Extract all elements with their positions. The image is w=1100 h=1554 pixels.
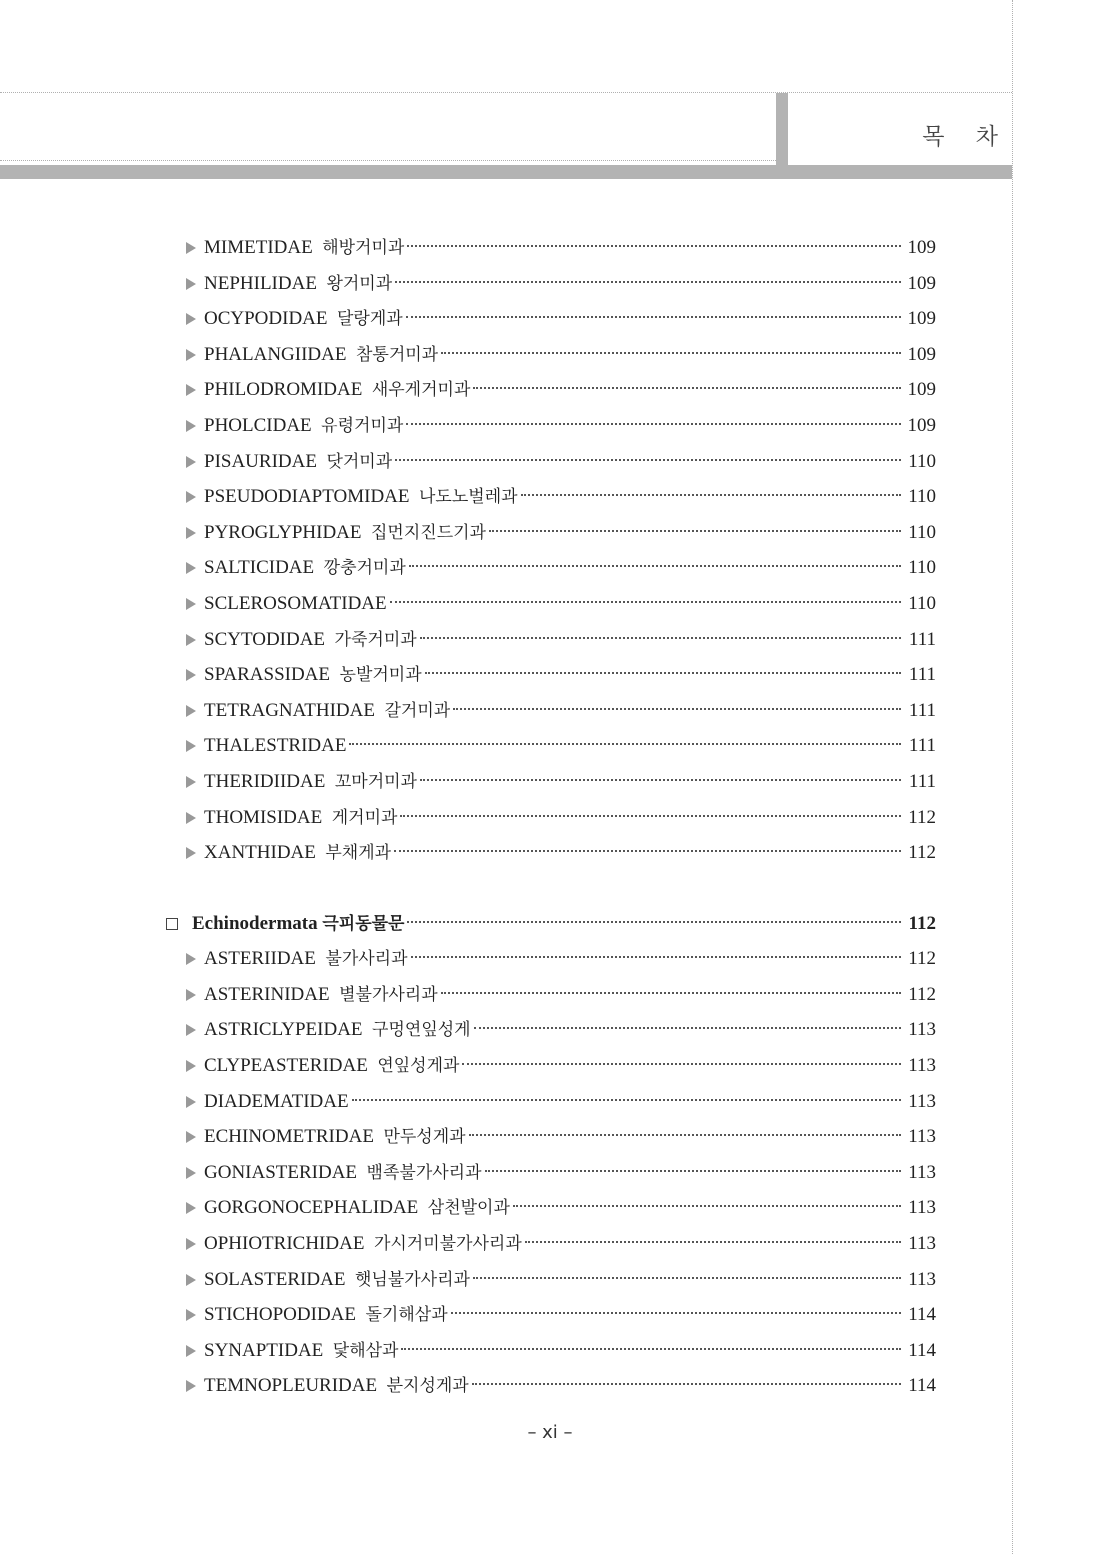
toc-page-number: 109 xyxy=(907,414,936,436)
toc-entry-latin: SPARASSIDAE xyxy=(204,664,331,686)
toc-page-number: 110 xyxy=(908,486,936,508)
toc-entry-label xyxy=(204,693,450,730)
triangle-bullet-icon xyxy=(186,278,196,290)
dot-leader xyxy=(395,281,901,283)
toc-entry-label xyxy=(204,977,438,1014)
dot-leader xyxy=(473,387,901,389)
toc-entry-latin: SYNAPTIDAE xyxy=(204,1339,324,1361)
toc-page-number: 111 xyxy=(908,628,936,650)
toc-entry-latin: PYROGLYPHIDAE xyxy=(204,521,362,543)
dot-leader xyxy=(462,1063,901,1065)
toc-page-number: 113 xyxy=(908,1161,936,1183)
toc-entry[interactable] xyxy=(166,1119,936,1155)
toc-entry-label xyxy=(204,1226,522,1263)
dot-leader xyxy=(474,1027,901,1029)
toc-entry-label xyxy=(204,728,346,764)
header-gray-bar xyxy=(0,165,1012,179)
toc-page-number: 112 xyxy=(908,842,936,864)
toc-entry-label xyxy=(204,444,392,481)
toc-entry-korean: 게거미과 xyxy=(331,807,398,828)
toc-entry-latin: DIADEMATIDAE xyxy=(204,1090,349,1112)
toc-entry-latin: GONIASTERIDAE xyxy=(204,1161,358,1183)
triangle-bullet-icon xyxy=(186,705,196,717)
toc-entry[interactable] xyxy=(166,444,936,480)
toc-entry-korean: 꼬마거미과 xyxy=(334,771,417,792)
toc-entry-latin: TETRAGNATHIDAE xyxy=(204,699,375,721)
triangle-bullet-icon xyxy=(186,420,196,432)
toc-entry-label xyxy=(204,1262,470,1299)
toc-section-label xyxy=(192,906,404,943)
triangle-bullet-icon xyxy=(186,349,196,361)
toc-entry[interactable] xyxy=(166,550,936,586)
dot-leader xyxy=(390,601,901,603)
toc-entry[interactable] xyxy=(166,372,936,408)
triangle-bullet-icon xyxy=(186,989,196,1001)
toc-entry-label xyxy=(204,800,397,837)
toc-entry-korean: 닷거미과 xyxy=(326,451,393,472)
toc-entry-korean: 깡충거미과 xyxy=(323,558,406,579)
toc-entry[interactable] xyxy=(166,1084,936,1120)
toc-entry-korean: 연잎성게과 xyxy=(377,1056,460,1077)
triangle-bullet-icon xyxy=(186,456,196,468)
dot-leader xyxy=(349,743,901,745)
toc-entry-label xyxy=(204,1084,349,1120)
triangle-bullet-icon xyxy=(186,1309,196,1321)
toc-entry-latin: PISAURIDAE xyxy=(204,450,317,472)
toc-entry-korean: 햇님불가사리과 xyxy=(354,1269,470,1290)
toc-entry[interactable] xyxy=(166,977,936,1013)
toc-page-number: 109 xyxy=(907,237,936,258)
toc-entry-korean: 갈거미과 xyxy=(384,700,451,721)
toc-entry-latin: ASTRICLYPEIDAE xyxy=(204,1019,363,1041)
dot-leader xyxy=(441,352,901,354)
dot-leader xyxy=(473,1277,901,1279)
toc-page-number: 112 xyxy=(908,948,936,970)
toc-entry-latin: SCLEROSOMATIDAE xyxy=(204,592,387,614)
triangle-bullet-icon xyxy=(186,1024,196,1036)
toc-entry[interactable] xyxy=(166,1333,936,1369)
dot-leader xyxy=(394,850,901,852)
toc-entry-label xyxy=(204,550,406,587)
triangle-bullet-icon xyxy=(186,740,196,752)
triangle-bullet-icon xyxy=(186,242,196,254)
toc-page-number: 113 xyxy=(908,1233,936,1255)
dot-leader xyxy=(409,565,901,567)
toc-page-number: 114 xyxy=(908,1375,936,1397)
header-bottom-dotted-rule xyxy=(0,160,776,161)
triangle-bullet-icon xyxy=(186,384,196,396)
toc-entry-korean: 닻해삼과 xyxy=(332,1340,399,1361)
toc-entry-label xyxy=(204,657,422,694)
dot-leader xyxy=(420,637,901,639)
toc-entry-korean: 왕거미과 xyxy=(326,273,393,294)
dot-leader xyxy=(472,1383,901,1385)
dot-leader xyxy=(400,815,901,817)
toc-entry-korean: 삼천발이과 xyxy=(427,1198,510,1219)
triangle-bullet-icon xyxy=(186,1167,196,1179)
toc-entry-latin: SCYTODIDAE xyxy=(204,628,326,650)
toc-entry-label xyxy=(204,941,408,978)
toc-entry-latin: NEPHILIDAE xyxy=(204,272,317,294)
toc-entry-latin: PSEUDODIAPTOMIDAE xyxy=(204,486,410,508)
toc-entry-latin: PHILODROMIDAE xyxy=(204,379,363,401)
toc-entry-korean: 가죽거미과 xyxy=(334,629,417,650)
toc-entry[interactable] xyxy=(166,941,936,977)
toc-entry-latin: MIMETIDAE xyxy=(204,237,313,258)
toc-entry-korean: 유령거미과 xyxy=(321,415,404,436)
dot-leader xyxy=(469,1134,901,1136)
toc-entry-korean: 별불가사리과 xyxy=(339,984,438,1005)
dot-leader xyxy=(401,1348,901,1350)
dot-leader xyxy=(407,921,901,923)
dot-leader xyxy=(406,316,901,318)
toc-entry[interactable] xyxy=(166,1262,936,1298)
toc-entry-latin: THOMISIDAE xyxy=(204,806,323,828)
toc-entry[interactable] xyxy=(166,408,936,444)
dot-leader xyxy=(521,494,901,496)
toc-page-number: 110 xyxy=(908,592,936,614)
header-top-dotted-rule xyxy=(0,92,1012,93)
dot-leader xyxy=(485,1170,901,1172)
toc-entry[interactable] xyxy=(166,1048,936,1084)
triangle-bullet-icon xyxy=(186,1096,196,1108)
toc-page-number: 113 xyxy=(908,1055,936,1077)
toc-page-number: 111 xyxy=(908,664,936,686)
toc-entry-latin: XANTHIDAE xyxy=(204,842,316,864)
toc-entry-latin: CLYPEASTERIDAE xyxy=(204,1055,368,1077)
toc-entry-latin: ECHINOMETRIDAE xyxy=(204,1126,374,1148)
toc-entry-latin: THALESTRIDAE xyxy=(204,735,347,757)
toc-entry-korean: 돌기해삼과 xyxy=(365,1305,448,1326)
toc-entry-label xyxy=(204,1048,459,1085)
triangle-bullet-icon xyxy=(186,1345,196,1357)
table-of-contents xyxy=(166,230,936,1404)
toc-entry-latin: THERIDIIDAE xyxy=(204,770,326,792)
toc-entry-latin: PHOLCIDAE xyxy=(204,414,312,436)
toc-entry[interactable] xyxy=(166,1190,936,1226)
triangle-bullet-icon xyxy=(186,847,196,859)
toc-section-echinodermata[interactable] xyxy=(166,906,936,942)
toc-entry-latin: PHALANGIIDAE xyxy=(204,343,347,365)
toc-page-number: 113 xyxy=(908,1090,936,1112)
dot-leader xyxy=(395,459,901,461)
toc-entry-label xyxy=(204,1333,398,1370)
header-tab-block xyxy=(776,93,788,165)
toc-entry-latin: TEMNOPLEURIDAE xyxy=(204,1375,378,1397)
toc-entry-label xyxy=(204,337,438,374)
toc-page-number: 111 xyxy=(908,735,936,757)
toc-entry[interactable] xyxy=(166,1155,936,1191)
toc-page-number: 109 xyxy=(907,272,936,294)
toc-entry-label xyxy=(204,835,391,872)
triangle-bullet-icon xyxy=(186,1238,196,1250)
triangle-bullet-icon xyxy=(186,598,196,610)
toc-entry-korean: 만두성게과 xyxy=(383,1127,466,1148)
triangle-bullet-icon xyxy=(186,562,196,574)
toc-entry[interactable] xyxy=(166,515,936,551)
toc-entry[interactable] xyxy=(166,1368,936,1404)
toc-entry-label xyxy=(204,1297,448,1334)
triangle-bullet-icon xyxy=(186,527,196,539)
dot-leader xyxy=(407,245,901,247)
dot-leader xyxy=(453,708,901,710)
triangle-bullet-icon xyxy=(186,313,196,325)
dot-leader xyxy=(451,1312,901,1314)
square-bullet-icon xyxy=(166,918,178,930)
toc-entry[interactable] xyxy=(166,230,936,266)
triangle-bullet-icon xyxy=(186,1060,196,1072)
toc-entry[interactable] xyxy=(166,657,936,693)
triangle-bullet-icon xyxy=(186,1202,196,1214)
toc-entry[interactable] xyxy=(166,835,936,871)
toc-page-number: 111 xyxy=(908,770,936,792)
toc-entry-latin: SALTICIDAE xyxy=(204,557,315,579)
toc-page-number: 114 xyxy=(908,1339,936,1361)
toc-page-number: 113 xyxy=(908,1126,936,1148)
toc-page-number: 110 xyxy=(908,450,936,472)
toc-entry-latin: OPHIOTRICHIDAE xyxy=(204,1233,365,1255)
dot-leader xyxy=(441,992,901,994)
section-korean: 극피동물문 xyxy=(322,913,405,934)
toc-page-number: 113 xyxy=(908,1268,936,1290)
triangle-bullet-icon xyxy=(186,1131,196,1143)
toc-entry[interactable] xyxy=(166,301,936,337)
toc-entry[interactable] xyxy=(166,1012,936,1048)
toc-arthropoda-entries xyxy=(166,230,936,871)
dot-leader xyxy=(489,530,901,532)
toc-entry-korean: 달랑게과 xyxy=(337,309,403,330)
toc-entry-latin: STICHOPODIDAE xyxy=(204,1304,356,1326)
dot-leader xyxy=(525,1241,901,1243)
dot-leader xyxy=(352,1099,901,1101)
toc-entry-label xyxy=(204,622,417,659)
toc-entry[interactable] xyxy=(166,1226,936,1262)
toc-entry-korean: 부채게과 xyxy=(325,843,392,864)
toc-entry-korean: 농발거미과 xyxy=(339,665,422,686)
dot-leader xyxy=(425,672,901,674)
toc-page-number: 113 xyxy=(908,1197,936,1219)
toc-page-number: 109 xyxy=(907,308,936,330)
toc-entry-korean: 집먼지진드기과 xyxy=(371,522,486,543)
toc-entry-label xyxy=(204,230,404,267)
toc-entry-latin: GORGONOCEPHALIDAE xyxy=(204,1197,419,1219)
toc-entry[interactable] xyxy=(166,479,936,515)
toc-entry-latin: OCYPODIDAE xyxy=(204,308,328,330)
toc-entry-label xyxy=(204,1012,471,1049)
toc-entry-korean: 가시거미불가사리과 xyxy=(373,1234,522,1255)
toc-entry-label xyxy=(204,479,518,516)
toc-echinodermata-entries xyxy=(166,941,936,1404)
toc-page-number: 109 xyxy=(907,379,936,401)
toc-entry-korean: 새우게거미과 xyxy=(371,380,471,401)
toc-entry[interactable] xyxy=(166,266,936,302)
toc-entry-korean: 뱀족불가사리과 xyxy=(366,1162,482,1183)
toc-entry-label xyxy=(204,1368,469,1405)
toc-entry-label xyxy=(204,1119,466,1156)
toc-entry-label xyxy=(204,408,403,445)
toc-entry-latin: ASTERIIDAE xyxy=(204,948,316,970)
triangle-bullet-icon xyxy=(186,776,196,788)
toc-page-number: 113 xyxy=(908,1019,936,1041)
toc-entry-label xyxy=(204,586,387,622)
toc-entry[interactable] xyxy=(166,586,936,622)
toc-entry-label xyxy=(204,372,470,409)
dot-leader xyxy=(513,1205,901,1207)
toc-entry-label xyxy=(204,1155,482,1192)
toc-page-number: 112 xyxy=(908,912,936,934)
toc-entry-label xyxy=(204,301,403,338)
toc-page-number: 111 xyxy=(908,699,936,721)
toc-entry[interactable] xyxy=(166,337,936,373)
triangle-bullet-icon xyxy=(186,1380,196,1392)
toc-section-gap xyxy=(166,871,936,906)
triangle-bullet-icon xyxy=(186,634,196,646)
toc-page-number: 114 xyxy=(908,1304,936,1326)
dot-leader xyxy=(406,423,901,425)
toc-entry-korean: 참통거미과 xyxy=(355,344,439,365)
toc-entry-latin: SOLASTERIDAE xyxy=(204,1268,346,1290)
toc-entry-label xyxy=(204,1190,510,1227)
toc-entry-korean: 나도노벌레과 xyxy=(419,487,518,508)
section-latin: Echinodermata xyxy=(192,912,318,934)
toc-entry-label xyxy=(204,764,417,801)
toc-entry-label xyxy=(204,515,486,552)
toc-page-number: 112 xyxy=(908,983,936,1005)
toc-entry-latin: ASTERINIDAE xyxy=(204,983,330,1005)
dot-leader xyxy=(411,956,901,958)
page-title: 목 차 xyxy=(922,124,1010,150)
toc-page-number: 109 xyxy=(907,343,936,365)
toc-entry[interactable] xyxy=(166,693,936,729)
triangle-bullet-icon xyxy=(186,491,196,503)
toc-entry[interactable] xyxy=(166,800,936,836)
toc-page-number: 112 xyxy=(908,806,936,828)
page-right-dotted-rule xyxy=(1012,0,1013,1554)
toc-entry-label xyxy=(204,266,392,303)
page-footer-number: – xi – xyxy=(527,1422,573,1443)
toc-entry-korean: 해방거미과 xyxy=(322,238,405,258)
toc-entry-korean: 분지성게과 xyxy=(386,1376,469,1397)
toc-page-number: 110 xyxy=(908,557,936,579)
dot-leader xyxy=(420,779,901,781)
triangle-bullet-icon xyxy=(186,953,196,965)
toc-entry-korean: 불가사리과 xyxy=(325,949,408,970)
triangle-bullet-icon xyxy=(186,669,196,681)
toc-entry-korean: 구멍연잎성게 xyxy=(372,1020,471,1041)
toc-entry[interactable] xyxy=(166,764,936,800)
triangle-bullet-icon xyxy=(186,1274,196,1286)
toc-page-number: 110 xyxy=(908,521,936,543)
toc-entry[interactable] xyxy=(166,728,936,764)
toc-entry[interactable] xyxy=(166,1297,936,1333)
triangle-bullet-icon xyxy=(186,812,196,824)
toc-entry[interactable] xyxy=(166,622,936,658)
